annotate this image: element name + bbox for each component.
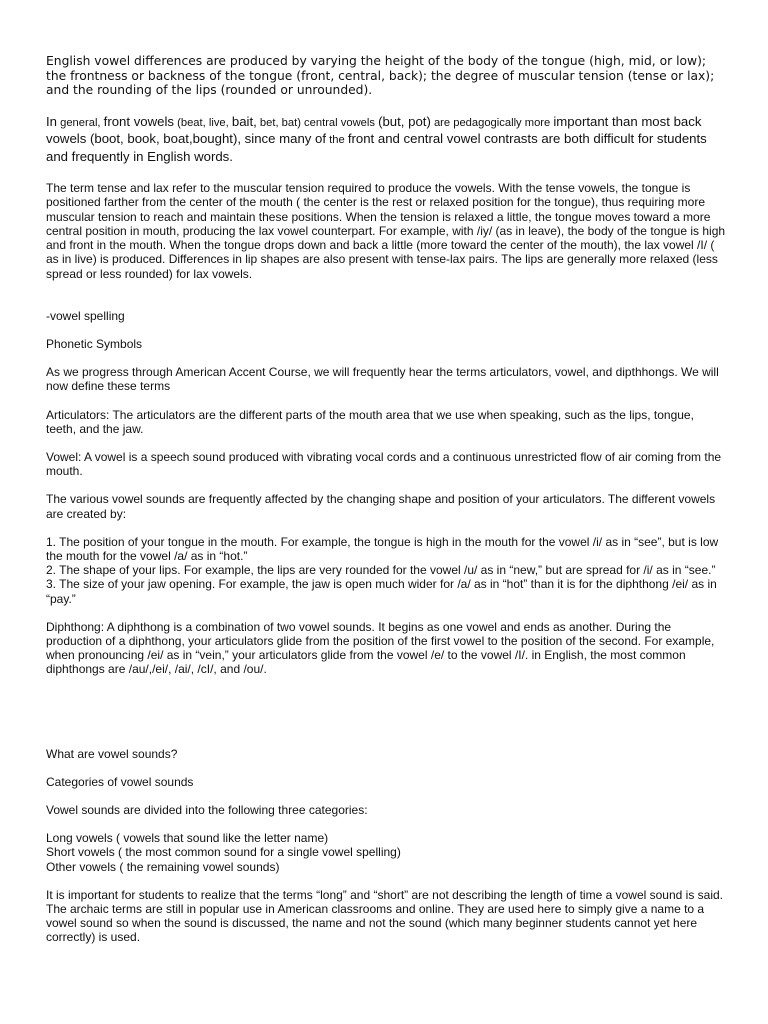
text-run: important than most back vowels (boot, book, boat,bought), since many of <box>46 113 702 147</box>
text-run: the <box>326 134 348 147</box>
numbered-list-articulators <box>46 535 726 606</box>
list-vowel-categories <box>46 831 726 874</box>
list-item: Long vowels ( vowels that sound like the letter name) <box>46 831 329 846</box>
paragraph-diphthong: Diphthong: A diphthong is a combination of two vowel sounds. It begins as one vowel and ends as another. During the production of a diphthong, your articulators glide from the position of the first vowel to the position of the second. For example, when pronouncing /ei/ as in “vein,” your articulators glide from the vowel /e/ to the vowel /I/. in English, the most common diphthongs are /au/,/ei/, /ai/, /cI/, and /ou/. <box>46 619 715 677</box>
paragraph-tense-lax: The term tense and lax refer to the muscular tension required to produce the vowels. With the tense vowels, the tongue is positioned farther from the center of the mouth ( the center is the rest or relaxed position for the tongue), thus requiring more muscular tension to reach and maintain these positions. When the tension is relaxed a little, the tongue moves toward a more central position in mouth, producing the lax vowel counterpart. For example, with /iy/ (as in leave), the body of the tongue is high and front in the mouth. When the tongue drops down and back a little (more toward the center of the mouth), the lax vowel /I/ ( as in live) is produced. Differences in lip shapes are also present with tense-lax pairs. The lips are generally more relaxed (less spread or less rounded) for lax vowels. <box>46 181 726 281</box>
paragraph-three-categories: Vowel sounds are divided into the following three categories: <box>46 802 368 817</box>
text-run: front vowels <box>103 113 175 129</box>
paragraph-long-short-terms: It is important for students to realize that the terms “long” and “short” are not describing the length of time a vowel sound is said. The archaic terms are still in popular use in American classrooms and online. They are used here to simply give a name to a vowel sound so when the sound is discussed, the name and not the sound (which many beginner students cannot yet here correctly) is used. <box>46 887 724 945</box>
heading-phonetic-symbols: Phonetic Symbols <box>46 336 143 351</box>
list-item: Other vowels ( the remaining vowel sounds) <box>46 859 280 874</box>
text-run: bet, bat) central vowels <box>256 116 379 129</box>
text-run: are pedagogically more <box>430 116 554 129</box>
text-run: (but, pot) <box>378 113 431 129</box>
text-run: (beat, live, <box>174 116 232 129</box>
list-item: 2. The shape of your lips. For example, the lips are very rounded for the vowel /u/ as in “new,” but are spread for /i/ as in “see.” <box>46 563 716 578</box>
text-run: In <box>46 113 57 129</box>
paragraph-vowel-differences: English vowel differences are produced by varying the height of the body of the tongue (high, mid, or low); the frontness or backness of the tongue (front, central, back); the degree of muscular tension (tense or lax); and the rounding of the lips (rounded or unrounded). <box>46 54 715 98</box>
paragraph-articulators: Articulators: The articulators are the different parts of the mouth area that we use when speaking, such as the lips, tongue, teeth, and the jaw. <box>46 407 694 436</box>
heading-categories: Categories of vowel sounds <box>46 774 194 789</box>
text-run: general, <box>57 116 104 129</box>
paragraph-vowel-shapes: The various vowel sounds are frequently affected by the changing shape and position of your articulators. The different vowels are created by: <box>46 492 716 521</box>
list-item: 1. The position of your tongue in the mouth. For example, the tongue is high in the mouth for the vowel /i/ as in “see”, but is low the mouth for the vowel /a/ as in “hot.” <box>46 534 719 563</box>
text-run: bait, <box>231 113 257 129</box>
heading-vowel-spelling: -vowel spelling <box>46 308 125 323</box>
list-item: 3. The size of your jaw opening. For example, the jaw is open much wider for /a/ as in “hot” than it is for the diphthong /ei/ as in “pay.” <box>46 577 717 606</box>
text-run: front and central vowel contrasts are both difficult for students and frequently in English words. <box>46 131 707 164</box>
paragraph-course-terms: As we progress through American Accent Course, we will frequently hear the terms articulators, vowel, and dipthhongs. We will now define these terms <box>46 365 719 394</box>
heading-what-are-vowel-sounds: What are vowel sounds? <box>46 746 178 761</box>
document-page <box>46 54 726 959</box>
paragraph-vowel-definition: Vowel: A vowel is a speech sound produced with vibrating vocal cords and a continuous unrestricted flow of air coming from the mouth. <box>46 449 722 479</box>
paragraph-front-central-vowels <box>46 114 726 166</box>
list-item: Short vowels ( the most common sound for a single vowel spelling) <box>46 845 401 860</box>
